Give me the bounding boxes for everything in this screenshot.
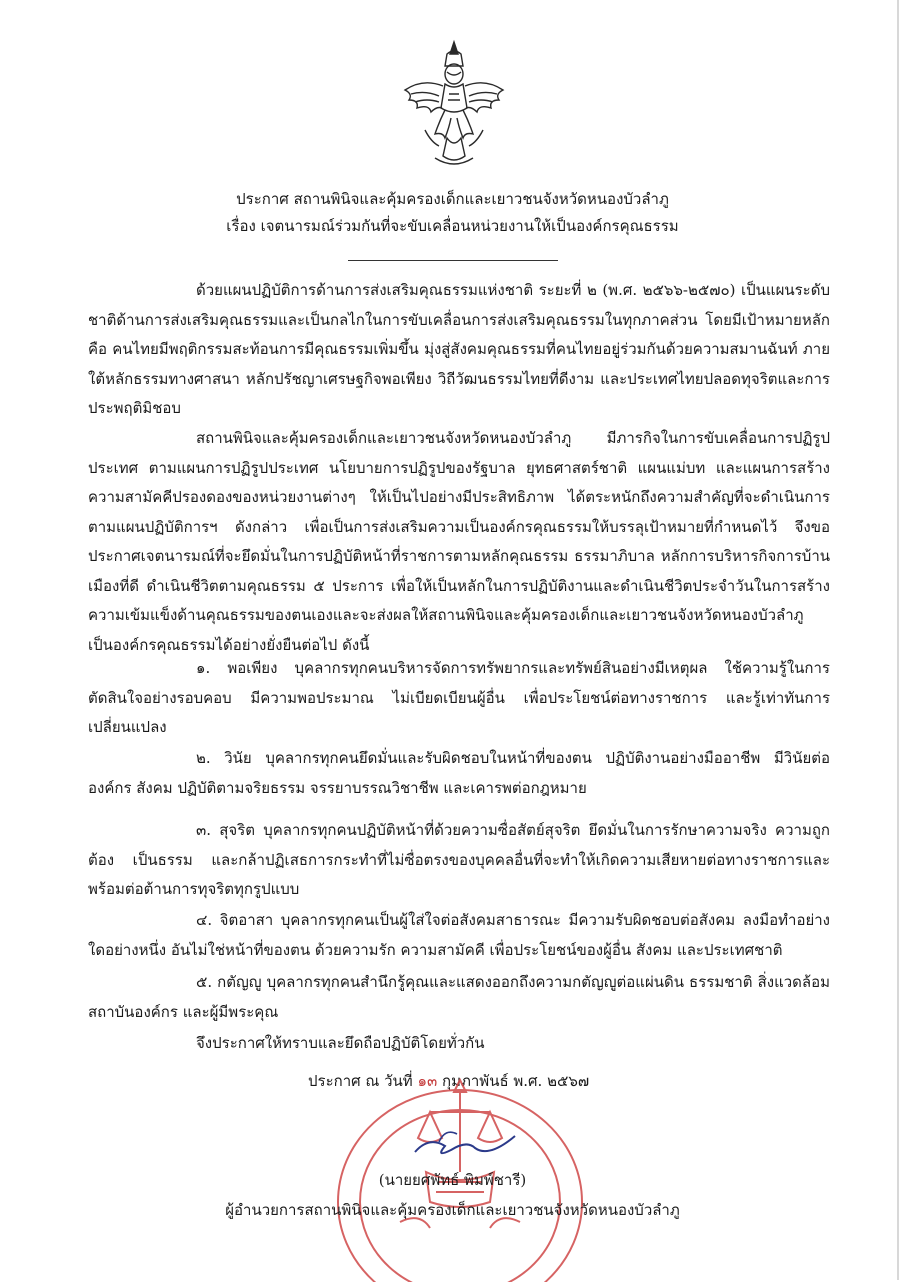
virtue-item: ๔. จิตอาสา บุคลากรทุกคนเป็นผู้ใส่ใจต่อสังคมสาธารณะ มีความรับผิดชอบต่อสังคม ลงมือทำอย่างใดอย่างหนึ่ง อันไม่ใช่หน้าที่ของตน ด้วยความรัก ความสามัคคี เพื่อประโยชน์ของผู้อื่น สังคม และประเทศชาติ xyxy=(88,911,830,959)
paragraph-intro: ด้วยแผนปฏิบัติการด้านการส่งเสริมคุณธรรมแห่งชาติ ระยะที่ ๒ (พ.ศ. ๒๕๖๖-๒๕๗๐) เป็นแผนระดับชาติด้านการส่งเสริมคุณธรรมและเป็นกลไกในการขับเคลื่อนการส่งเสริมคุณธรรมในทุกภาคส่วน โดยมีเป้าหมายหลัก คือ คนไทยมีพฤติกรรมสะท้อนการมีคุณธรรมเพิ่มขึ้น มุ่งสู่สังคมคุณธรรมที่คนไทยอยู่ร่วมกันด้วยความสมานฉันท์ ภายใต้หลักธรรมทางศาสนา หลักปรัชญาเศรษฐกิจพอเพียง วิถีวัฒนธรรมไทยที่ดีงาม และประเทศไทยปลอดทุจริตและการประพฤติมิชอบ xyxy=(88,281,830,417)
garuda-emblem xyxy=(395,38,513,173)
announcement-subject: เรื่อง เจตนารมณ์ร่วมกันที่จะขับเคลื่อนหน่วยงานให้เป็นองค์กรคุณธรรม xyxy=(226,217,679,235)
date-suffix: กุมภาพันธ์ พ.ศ. ๒๕๖๗ xyxy=(442,1072,590,1090)
signature xyxy=(405,1118,525,1168)
announcement-header xyxy=(0,186,905,240)
virtue-item: ๕. กตัญญู บุคลากรทุกคนสำนึกรู้คุณและแสดงออกถึงความกตัญญูต่อแผ่นดิน ธรรมชาติ สิ่งแวดล้อม สถาบันองค์กร และผู้มีพระคุณ xyxy=(88,973,830,1021)
virtue-item: ๒. วินัย บุคลากรทุกคนยึดมั่นและรับผิดชอบในหน้าที่ของตน ปฏิบัติงานอย่างมืออาชีพ มีวินัยต่อองค์กร สังคม ปฏิบัติตามจริยธรรม จรรยาบรรณวิชาชีพ และเคารพต่อกฎหมาย xyxy=(88,749,830,797)
virtue-item: ๓. สุจริต บุคลากรทุกคนปฏิบัติหน้าที่ด้วยความซื่อสัตย์สุจริต ยึดมั่นในการรักษาความจริง ความถูกต้อง เป็นธรรม และกล้าปฏิเสธการกระทำที่ไม่ซื่อตรงของบุคคลอื่นที่จะทำให้เกิดความเสียหายต่อทางราชการและพร้อมต่อต้านการทุจริตทุกรูปแบบ xyxy=(88,821,830,898)
date-day: ๑๓ xyxy=(417,1072,438,1090)
announcement-title: ประกาศ สถานพินิจและคุ้มครองเด็กและเยาวชนจังหวัดหนองบัวลำภู xyxy=(236,190,669,208)
closing-statement: จึงประกาศให้ทราบและยึดถือปฏิบัติโดยทั่วกัน xyxy=(196,1034,485,1052)
date-prefix: ประกาศ ณ วันที่ xyxy=(308,1072,413,1090)
header-divider xyxy=(348,260,558,261)
paragraph-mission: สถานพินิจและคุ้มครองเด็กและเยาวชนจังหวัดหนองบัวลำภู มีภารกิจในการขับเคลื่อนการปฏิรูปประเทศ ตามแผนการปฏิรูปประเทศ นโยบายการปฏิรูปของรัฐบาล ยุทธศาสตร์ชาติ แผนแม่บท และแผนการสร้างความสามัคคีปรองดองของหน่วยงานต่างๆ ให้เป็นไปอย่างมีประสิทธิภาพ ได้ตระหนักถึงความสำคัญที่จะดำเนินการตามแผนปฏิบัติการฯ ดังกล่าว เพื่อเป็นการส่งเสริมความเป็นองค์กรคุณธรรมให้บรรลุเป้าหมายที่กำหนดไว้ จึงขอประกาศเจตนารมณ์ที่จะยึดมั่นในการปฏิบัติหน้าที่ราชการตามหลักคุณธรรม ธรรมาภิบาล หลักการบริหารกิจการบ้านเมืองที่ดี ดำเนินชีวิตตามคุณธรรม ๕ ประการ เพื่อให้เป็นหลักในการปฏิบัติงานและดำเนินชีวิตประจำวันในการสร้างความเข้มแข็งด้านคุณธรรมของตนเองและจะส่งผลให้สถานพินิจและคุ้มครองเด็กและเยาวชนจังหวัดหนองบัวลำภู เป็นองค์กรคุณธรรมได้อย่างยั่งยืนต่อไป ดังนี้ xyxy=(88,429,830,654)
signatory-title: ผู้อำนวยการสถานพินิจและคุ้มครองเด็กและเยาวชนจังหวัดหนองบัวลำภู xyxy=(225,1201,680,1219)
virtue-item: ๑. พอเพียง บุคลากรทุกคนบริหารจัดการทรัพยากรและทรัพย์สินอย่างมีเหตุผล ใช้ความรู้ในการตัดสินใจอย่างรอบคอบ มีความพอประมาณ ไม่เบียดเบียนผู้อื่น เพื่อประโยชน์ต่อทางราชการ และรู้เท่าทันการเปลี่ยนแปลง xyxy=(88,659,830,736)
signatory-name: (นายยศพัทธ์ พิมพ์ชารี) xyxy=(378,1171,527,1189)
